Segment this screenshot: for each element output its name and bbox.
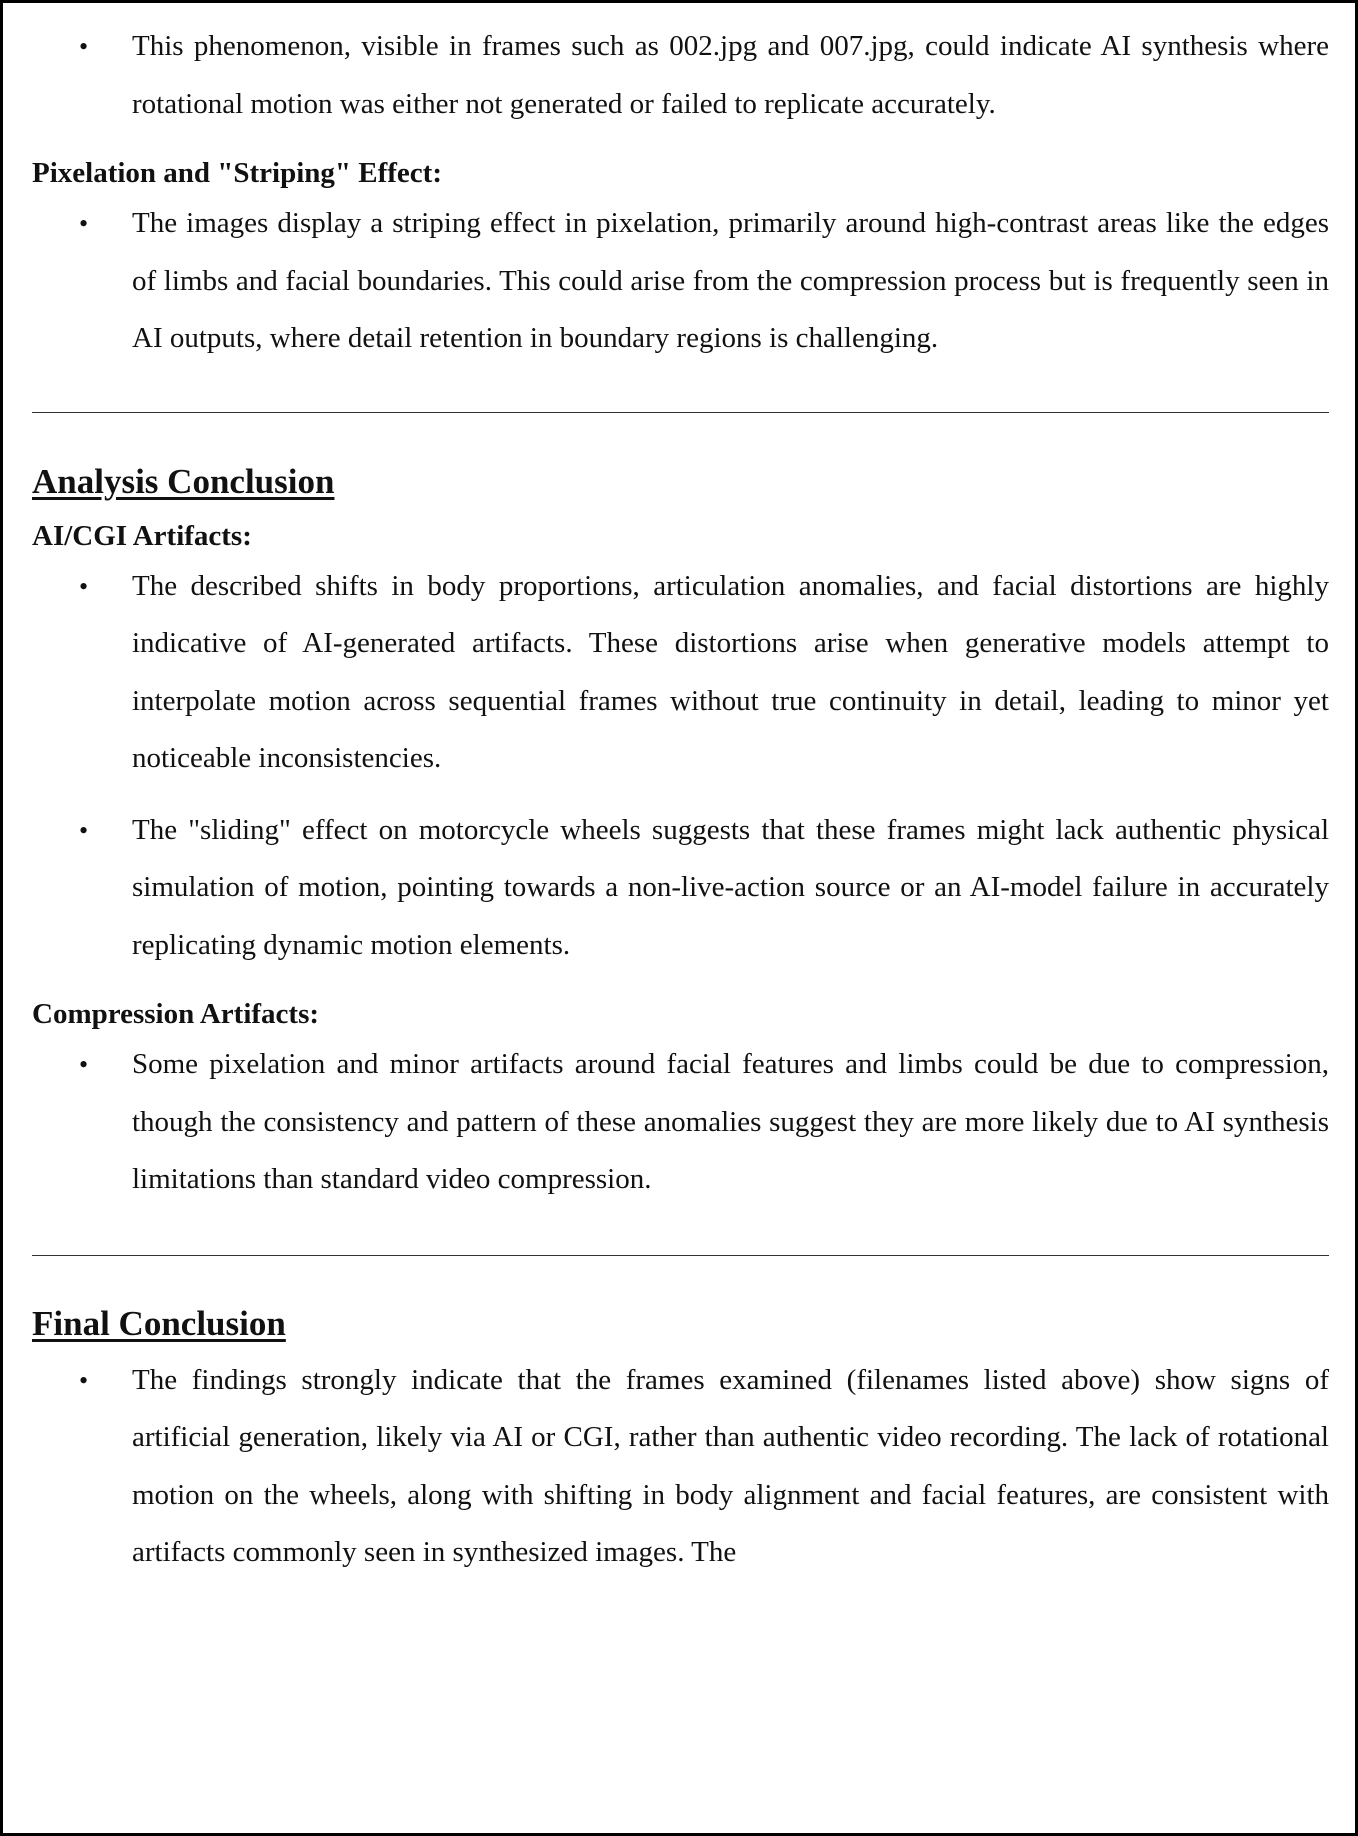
list-item (32, 195, 1329, 368)
final-conclusion-bullet-list (32, 1352, 1329, 1582)
section-divider (32, 1255, 1329, 1256)
list-item (32, 802, 1329, 975)
ai-cgi-bullet-list (32, 558, 1329, 975)
bullet-icon: • (79, 571, 89, 601)
final-conclusion-title: Final Conclusion (32, 1303, 286, 1343)
bullet-text: This phenomenon, visible in frames such as 002.jpg and 007.jpg, could indicate AI synthesis where rotational motion was either not generated or failed to replicate accurately. (132, 30, 1329, 120)
bullet-text: Some pixelation and minor artifacts around facial features and limbs could be due to compression, though the consistency and pattern of these anomalies suggest they are more likely due to AI synthesis limitations than standard video compression. (132, 1048, 1329, 1195)
bullet-text: The findings strongly indicate that the frames examined (filenames listed above) show signs of artificial generation, likely via AI or CGI, rather than authentic video recording. The lack of rotational motion on the wheels, along with shifting in body alignment and facial features, are consistent with artifacts commonly seen in synthesized images. The (132, 1363, 1329, 1568)
bullet-text: The "sliding" effect on motorcycle wheels suggests that these frames might lack authentic physical simulation of motion, pointing towards a non-live-action source or an AI-model failure in accurately replicating dynamic motion elements. (132, 813, 1329, 961)
bullet-icon: • (79, 1365, 89, 1395)
bullet-icon: • (79, 209, 89, 238)
list-item (32, 558, 1329, 788)
list-item (32, 18, 1329, 133)
list-item (32, 1036, 1329, 1209)
pixelation-heading: Pixelation and "Striping" Effect: (32, 157, 442, 189)
bullet-icon: • (79, 1050, 89, 1079)
pixelation-bullet-list (32, 195, 1329, 368)
compression-bullet-list (32, 1036, 1329, 1209)
compression-artifacts-heading: Compression Artifacts: (32, 998, 320, 1030)
section-divider (32, 412, 1329, 413)
bullet-text: The images display a striping effect in pixelation, primarily around high-contrast areas like the edges of limbs and facial boundaries. This could arise from the compression process but is frequently seen in AI outputs, where detail retention in boundary regions is challenging. (132, 207, 1329, 354)
ai-cgi-artifacts-heading: AI/CGI Artifacts: (32, 519, 252, 552)
intro-bullet-list (32, 18, 1329, 133)
analysis-conclusion-title: Analysis Conclusion (32, 461, 335, 501)
bullet-icon: • (79, 32, 89, 61)
bullet-text: The described shifts in body proportions, articulation anomalies, and facial distortions are highly indicative of AI-generated artifacts. These distortions arise when generative models attempt to interpolate motion across sequential frames without true continuity in detail, leading to minor yet noticeable inconsistencies. (132, 569, 1329, 774)
list-item (32, 1352, 1329, 1582)
bullet-icon: • (79, 815, 89, 845)
